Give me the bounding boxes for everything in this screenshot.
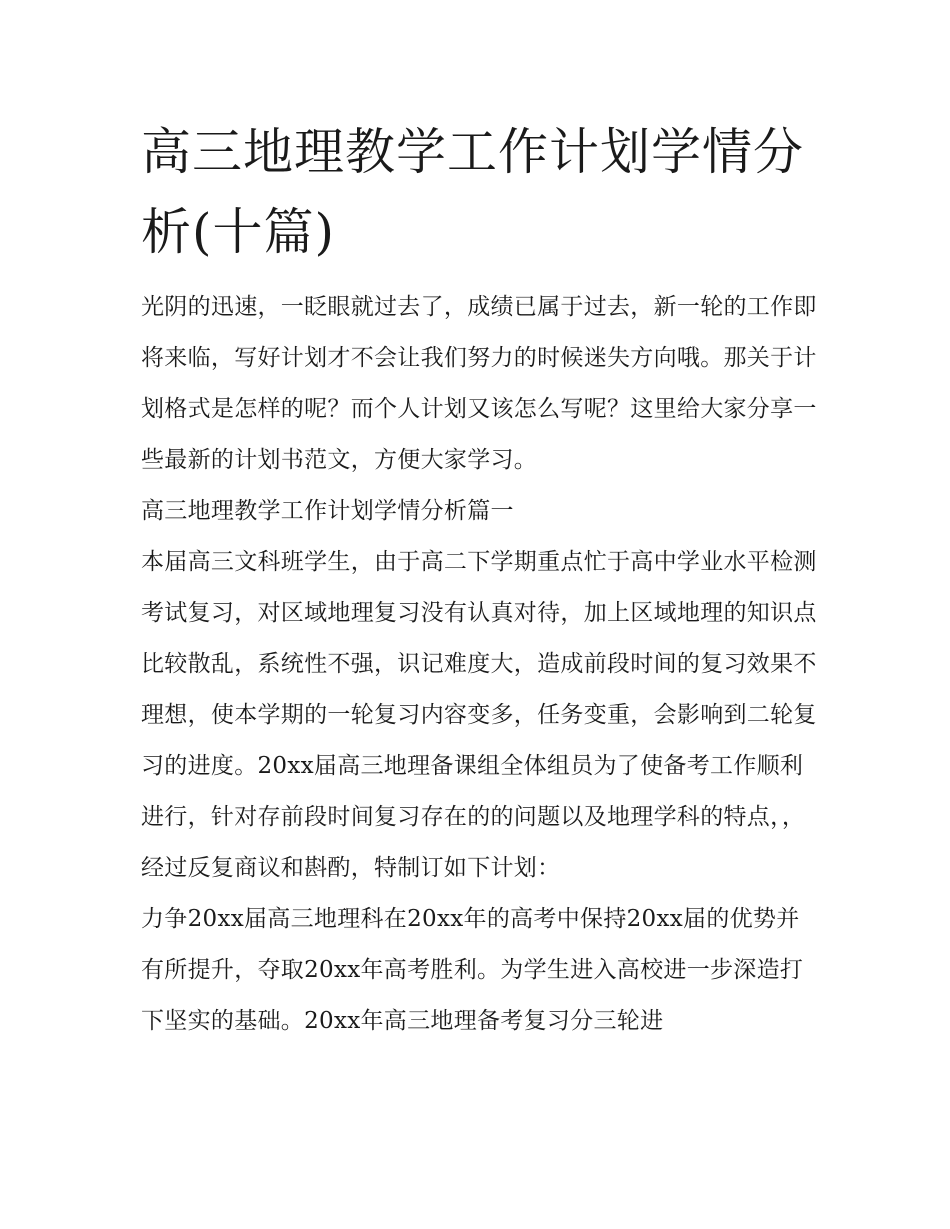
document-title: 高三地理教学工作计划学情分析(十篇) — [141, 123, 804, 261]
body-paragraph: 力争20xx届高三地理科在20xx年的高考中保持20xx届的优势并有所提升，夺取20xx年高考胜利。为学生进入高校进一步深造打下坚实的基础。20xx年高三地理备考复习分三轮进 — [141, 906, 804, 1034]
body-paragraph: 本届高三文科班学生，由于高二下学期重点忙于高中学业水平检测考试复习，对区域地理复习没有认真对待，加上区域地理的知识点比较散乱，系统性不强，识记难度大，造成前段时间的复习效果不理想，使本学期的一轮复习内容变多，任务变重，会影响到二轮复习的进度。20xx届高三地理备课组全体组员为了使备考工作顺利进行，针对存前段时间复习存在的的问题以及地理学科的特点，，经过反复商议和斟酌，特制订如下计划： — [141, 549, 817, 881]
section-heading: 高三地理教学工作计划学情分析篇一 — [141, 498, 514, 524]
document-page — [141, 112, 821, 1047]
intro-paragraph: 光阴的迅速，一眨眼就过去了，成绩已属于过去，新一轮的工作即将来临，写好计划才不会让我们努力的时候迷失方向哦。那关于计划格式是怎样的呢？而个人计划又该怎么写呢？这里给大家分享一些最新的计划书范文，方便大家学习。 — [141, 294, 817, 473]
